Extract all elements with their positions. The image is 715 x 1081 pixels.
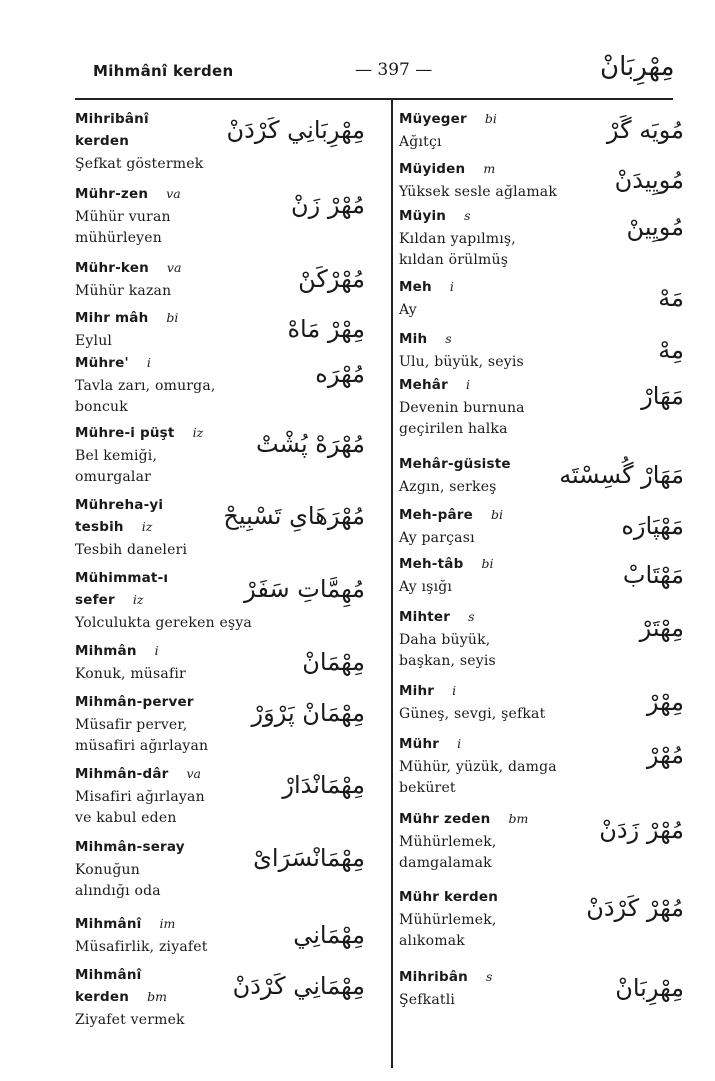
headword: Meh-tâb [399, 556, 464, 572]
dictionary-entry [75, 765, 365, 838]
definition-line: Konuk, müsafir [75, 666, 186, 682]
headword: Mihmânî [75, 967, 142, 983]
headword: Mühreha-yi [75, 497, 164, 513]
arabic-script: مَهَارْ [641, 382, 684, 410]
headword: Mihmân [75, 643, 137, 659]
headword: Mühr kerden [399, 889, 499, 905]
definition-line: alıkomak [399, 933, 465, 949]
arabic-script: مُهْرْ [646, 741, 684, 769]
definition-line: Mühürlemek, [399, 834, 497, 850]
definition-line: omurgalar [75, 469, 152, 485]
grammar-tag: va [166, 260, 182, 275]
dictionary-entry [75, 309, 365, 354]
arabic-script: مِهْتَرْ [639, 614, 684, 642]
headword: Meh [399, 279, 432, 295]
grammar-tag: bi [491, 507, 503, 522]
definition-line: damgalamak [399, 855, 492, 871]
headword: Mihribânî [75, 111, 149, 127]
headword: Mühr-zen [75, 186, 149, 202]
dictionary-entry [75, 642, 365, 693]
headword: Mihr [399, 683, 435, 699]
arabic-script: مِهْمَانْ [302, 648, 365, 676]
arabic-script: مُهْرَهْ پُشْتْ [255, 430, 365, 458]
dictionary-entry [75, 185, 365, 259]
definition-line: başkan, seyis [399, 653, 496, 669]
definition-line: Mühür vuran [75, 209, 171, 225]
grammar-tag: i [452, 683, 457, 698]
dictionary-entry [75, 259, 365, 309]
headword: Mühr zeden [399, 811, 491, 827]
grammar-tag: s [445, 331, 452, 346]
running-head-arabic: مِهْرِبَانْ [600, 52, 675, 82]
headword: Mühr [399, 736, 440, 752]
headword: Mihr mâh [75, 310, 149, 326]
dictionary-entry [75, 496, 365, 569]
dictionary-entry [399, 160, 684, 207]
definition-line: Daha büyük, [399, 632, 491, 648]
headword: Mihribân [399, 969, 468, 985]
headword: Mihter [399, 609, 451, 625]
definition-line: Yolculukta gereken eşya [75, 615, 252, 631]
definition-line: geçirilen halka [399, 421, 508, 437]
headword: Mühr-ken [75, 260, 149, 276]
definition-line: boncuk [75, 399, 128, 415]
grammar-tag: i [457, 736, 462, 751]
arabic-script: مِهْ [658, 336, 684, 364]
definition-line: Tesbih daneleri [75, 542, 188, 558]
dictionary-entry [399, 810, 684, 888]
grammar-tag: bi [166, 310, 179, 325]
column-divider [391, 100, 393, 1068]
dictionary-entry [399, 968, 684, 1018]
right-column [399, 110, 684, 1018]
definition-line: Devenin burnuna [399, 400, 525, 416]
definition-line: Müsafirlik, ziyafet [75, 939, 208, 955]
definition-line: kıldan örülmüş [399, 252, 509, 268]
grammar-tag: iz [132, 592, 144, 607]
grammar-tag: i [146, 355, 151, 370]
definition-line: Misafiri ağırlayan [75, 789, 205, 805]
arabic-script: مُويِيدَنْ [614, 166, 684, 194]
definition-line: beküret [399, 780, 456, 796]
arabic-script: مُهْرْ زَدَنْ [599, 816, 684, 844]
dictionary-entry [75, 110, 365, 185]
headword: Mühre-i püşt [75, 425, 175, 441]
arabic-script: مِهْرْ [646, 688, 684, 716]
definition-line: Mühür kazan [75, 283, 172, 299]
grammar-tag: iz [141, 519, 153, 534]
dictionary-entry [75, 966, 365, 1036]
definition-line: ve kabul eden [75, 810, 177, 826]
arabic-script: مِهْرِبَانْ [615, 974, 684, 1002]
headword: kerden [75, 989, 130, 1005]
arabic-script: مُهْرَه [315, 360, 365, 388]
dictionary-entry [399, 608, 684, 682]
grammar-tag: i [465, 377, 470, 392]
definition-line: Ulu, büyük, seyis [399, 354, 524, 370]
arabic-script: مِهْمَانْدَارْ [282, 771, 365, 799]
headword: Müyeger [399, 111, 467, 127]
left-column [75, 110, 365, 1036]
dictionary-entry [399, 376, 684, 455]
grammar-tag: s [468, 609, 475, 624]
running-head-left: Mihmânî kerden [93, 62, 234, 80]
definition-line: Ay parçası [399, 530, 475, 546]
grammar-tag: im [159, 916, 176, 931]
header-rule [75, 98, 673, 100]
arabic-script: مَهْتَابْ [622, 561, 684, 589]
arabic-script: مِهْمَانِي [293, 921, 365, 949]
definition-line: Tavla zarı, omurga, [75, 378, 216, 394]
dictionary-entry [399, 888, 684, 968]
dictionary-entry [399, 278, 684, 330]
headword: Meh-pâre [399, 507, 473, 523]
headword: Mihmânî [75, 916, 142, 932]
grammar-tag: bm [147, 989, 167, 1004]
dictionary-entry [75, 693, 365, 765]
headword: Mehâr [399, 377, 448, 393]
definition-line: Azgın, serkeş [399, 479, 497, 495]
definition-line: Şefkatli [399, 992, 456, 1008]
dictionary-entry [75, 915, 365, 966]
dictionary-entry [75, 838, 365, 915]
definition-line: Konuğun [75, 862, 140, 878]
grammar-tag: s [464, 208, 471, 223]
dictionary-entry [399, 110, 684, 160]
grammar-tag: m [483, 161, 496, 176]
arabic-script: مَهَارْ گُسِسْتَه [559, 461, 684, 489]
arabic-script: مُهْرْكَنْ [298, 265, 365, 293]
grammar-tag: iz [192, 425, 204, 440]
arabic-script: مُهْرْ زَنْ [290, 191, 365, 219]
headword: Mihmân-dâr [75, 766, 169, 782]
definition-line: Ay [399, 302, 417, 318]
dictionary-entry [399, 555, 684, 608]
arabic-script: مِهْمَانِي كَرْدَنْ [232, 972, 365, 1000]
definition-line: mühürleyen [75, 230, 162, 246]
grammar-tag: i [154, 643, 159, 658]
headword: Mühimmat-ı [75, 570, 169, 586]
dictionary-entry [399, 207, 684, 278]
definition-line: Mühür, yüzük, damga [399, 759, 557, 775]
dictionary-entry [399, 682, 684, 735]
definition-line: Kıldan yapılmış, [399, 231, 516, 247]
grammar-tag: va [166, 186, 181, 201]
headword: Mühre' [75, 355, 129, 371]
headword: Mihmân-perver [75, 694, 194, 710]
arabic-script: مَهْپَارَه [621, 512, 684, 540]
arabic-script: مِهْرِبَانِي كَرْدَنْ [226, 116, 365, 144]
grammar-tag: va [186, 766, 202, 781]
definition-line: Ziyafet vermek [75, 1012, 185, 1028]
arabic-script: مَهْ [658, 284, 684, 312]
grammar-tag: i [449, 279, 454, 294]
dictionary-entry [399, 455, 684, 506]
dictionary-entry [75, 569, 365, 642]
headword: kerden [75, 133, 130, 149]
grammar-tag: s [485, 969, 493, 984]
definition-line: Güneş, sevgi, şefkat [399, 706, 546, 722]
dictionary-entry [75, 424, 365, 496]
arabic-script: مِهْمَانْسَرَاىْ [253, 844, 365, 872]
definition-line: Ağıtçı [399, 134, 442, 150]
grammar-tag: bi [481, 556, 494, 571]
grammar-tag: bi [484, 111, 497, 126]
headword: Mih [399, 331, 428, 347]
definition-line: müsafiri ağırlayan [75, 738, 209, 754]
dictionary-entry [399, 506, 684, 555]
arabic-script: مُهْرَهَاىِ تَسْبِيحْ [223, 502, 365, 530]
dictionary-entry [399, 735, 684, 810]
arabic-script: مُويَه گَرْ [606, 116, 684, 144]
definition-line: Müsafir perver, [75, 717, 188, 733]
headword: Mehâr-güsiste [399, 456, 511, 472]
headword: Mihmân-seray [75, 839, 185, 855]
definition-line: Bel kemiği, [75, 448, 158, 464]
definition-line: Eylul [75, 333, 113, 349]
definition-line: alındığı oda [75, 883, 161, 899]
arabic-script: مُهْرْ كَرْدَنْ [586, 894, 684, 922]
dictionary-entry [75, 354, 365, 424]
headword: sefer [75, 592, 115, 608]
definition-line: Yüksek sesle ağlamak [399, 184, 558, 200]
page-number: — 397 — [355, 60, 433, 80]
headword: Müyiden [399, 161, 466, 177]
grammar-tag: bm [508, 811, 529, 826]
headword: tesbih [75, 519, 124, 535]
dictionary-entry [399, 330, 684, 376]
arabic-script: مُهِمَّاتِ سَفَرْ [244, 575, 365, 603]
definition-line: Mühürlemek, [399, 912, 497, 928]
arabic-script: مُويِينْ [626, 213, 684, 241]
arabic-script: مِهْرْ مَاهْ [287, 315, 365, 343]
definition-line: Şefkat göstermek [75, 156, 204, 172]
headword: Müyin [399, 208, 447, 224]
definition-line: Ay ışığı [399, 579, 453, 595]
arabic-script: مِهْمَانْ پَرْوَرْ [251, 699, 365, 727]
